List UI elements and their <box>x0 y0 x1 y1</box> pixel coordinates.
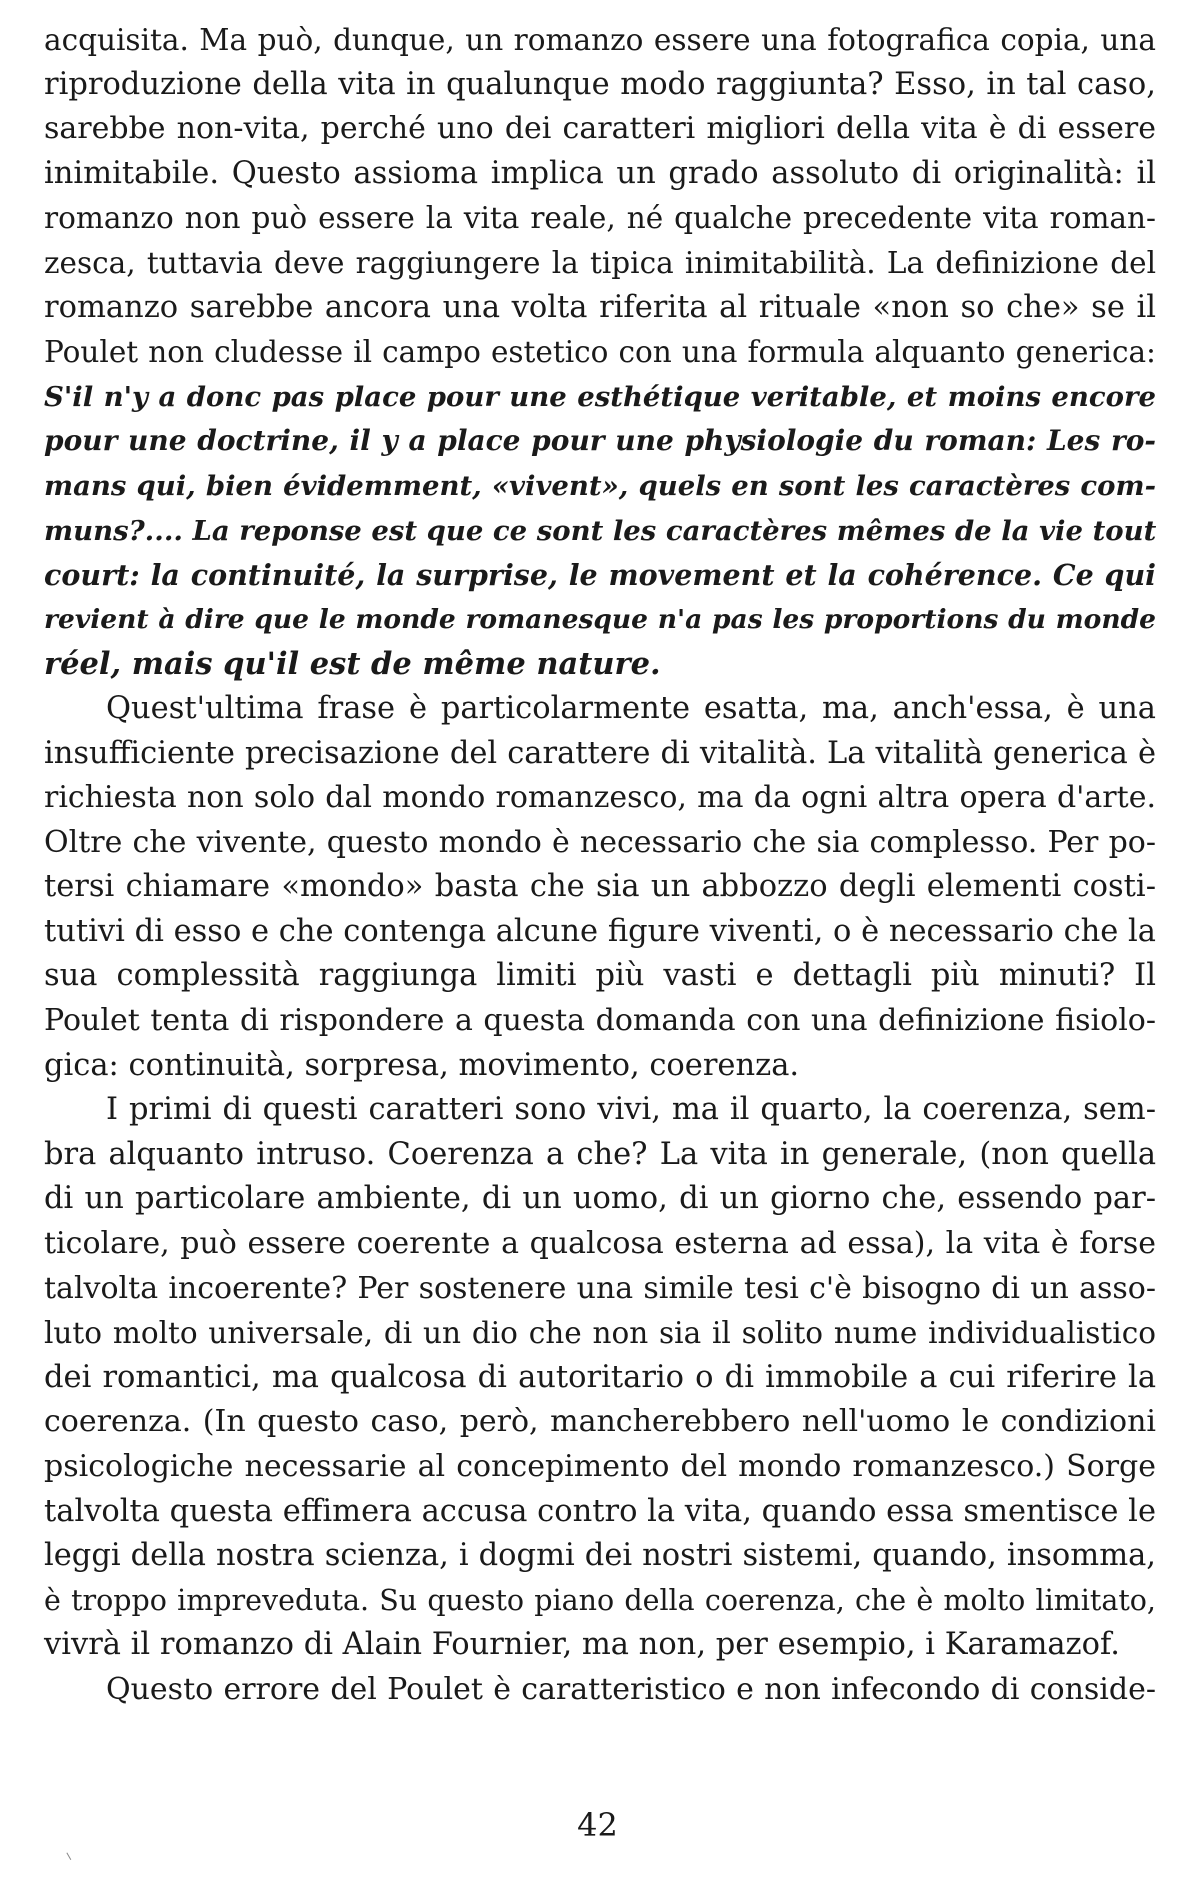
text-line: sarebbe non-vita, perché uno dei caratteri migliori della vita è di essere <box>44 111 1156 147</box>
text-line: tutivi di esso e che contenga alcune figure viventi, o è necessario che la <box>44 913 1156 949</box>
paragraph-3 <box>44 1088 1156 1668</box>
text-line: Oltre che vivente, questo mondo è necessario che sia complesso. Per po- <box>44 824 1156 860</box>
text-line: Poulet tenta di rispondere a questa domanda con una definizione fisiolo- <box>44 1003 1156 1039</box>
text-line: Questo errore del Poulet è caratteristico e non infecondo di conside- <box>106 1671 1156 1707</box>
paragraph-2 <box>44 687 1156 1088</box>
text-line: inimitabile. Questo assioma implica un grado assoluto di originalità: il <box>44 155 1156 191</box>
quote-line: muns?.... La reponse est que ce sont les caractères mêmes de la vie tout <box>44 514 1157 547</box>
text-line: gica: continuità, sorpresa, movimento, coerenza. <box>44 1047 800 1083</box>
quote-line: réel, mais qu'il est de même nature. <box>44 646 661 683</box>
paragraph-4 <box>44 1668 1156 1713</box>
quote-line: S'il n'y a donc pas place pour une esthétique veritable, et moins encore <box>44 380 1156 413</box>
text-line: bra alquanto intruso. Coerenza a che? La vita in generale, (non quella <box>44 1136 1156 1172</box>
text-line: romanzo sarebbe ancora una volta riferita al rituale «non so che» se il <box>44 289 1156 325</box>
text-line: dei romantici, ma qualcosa di autoritario o di immobile a cui riferire la <box>44 1359 1156 1395</box>
text-line: sua complessità raggiunga limiti più vasti e dettagli più minuti? Il <box>44 958 1156 994</box>
text-line: talvolta questa effimera accusa contro la vita, quando essa smentisce le <box>44 1493 1156 1529</box>
page-number: 42 <box>577 1806 618 1844</box>
scan-speck <box>66 1850 75 1860</box>
text-line: vivrà il romanzo di Alain Fournier, ma non, per esempio, i Karamazof. <box>44 1627 1120 1663</box>
text-line: insufficiente precisazione del carattere di vitalità. La vitalità generica è <box>44 735 1156 771</box>
text-line: acquisita. Ma può, dunque, un romanzo essere una fotografica copia, una <box>44 23 1156 57</box>
paragraph-1 <box>44 18 1156 375</box>
text-line: è troppo impreveduta. Su questo piano della coerenza, che è molto limitato, <box>44 1583 1156 1617</box>
quote-line: pour une doctrine, il y a place pour une physiologie du roman: Les ro- <box>44 424 1156 458</box>
page-body <box>44 18 1156 1713</box>
text-line: richiesta non solo dal mondo romanzesco, ma da ogni altra opera d'arte. <box>44 780 1156 816</box>
text-line: Quest'ultima frase è particolarmente esatta, ma, anch'essa, è una <box>106 690 1156 726</box>
text-line: riproduzione della vita in qualunque modo raggiunta? Esso, in tal caso, <box>44 66 1156 102</box>
text-line: romanzo non può essere la vita reale, né qualche precedente vita roman- <box>44 201 1156 236</box>
text-line: psicologiche necessarie al concepimento del mondo romanzesco.) Sorge <box>44 1449 1156 1484</box>
quote-line: revient à dire que le monde romanesque n'a pas les proportions du monde <box>44 603 1156 635</box>
text-line: coerenza. (In questo caso, però, mancherebbero nell'uomo le condizioni <box>44 1404 1156 1440</box>
text-line: tersi chiamare «mondo» basta che sia un abbozzo degli elementi costi- <box>44 869 1156 905</box>
quote-line: court: la continuité, la surprise, le movement et la cohérence. Ce qui <box>44 558 1156 593</box>
text-line: ticolare, può essere coerente a qualcosa esterna ad essa), la vita è forse <box>44 1226 1156 1262</box>
text-line: zesca, tuttavia deve raggiungere la tipica inimitabilità. La definizione del <box>44 245 1156 280</box>
text-line: luto molto universale, di un dio che non sia il solito nume individualistico <box>44 1316 1156 1351</box>
text-line: leggi della nostra scienza, i dogmi dei nostri sistemi, quando, insomma, <box>44 1538 1156 1574</box>
french-quotation <box>44 375 1156 687</box>
text-line: talvolta incoerente? Per sostenere una simile tesi c'è bisogno di un asso- <box>44 1270 1156 1306</box>
text-line: I primi di questi caratteri sono vivi, ma il quarto, la coerenza, sem- <box>106 1092 1156 1128</box>
text-line: di un particolare ambiente, di un uomo, di un giorno che, essendo par- <box>44 1181 1156 1217</box>
text-line: Poulet non cludesse il campo estetico con una formula alquanto generica: <box>44 335 1156 370</box>
quote-line: mans qui, bien évidemment, «vivent», quels en sont les caractères com- <box>44 469 1156 502</box>
